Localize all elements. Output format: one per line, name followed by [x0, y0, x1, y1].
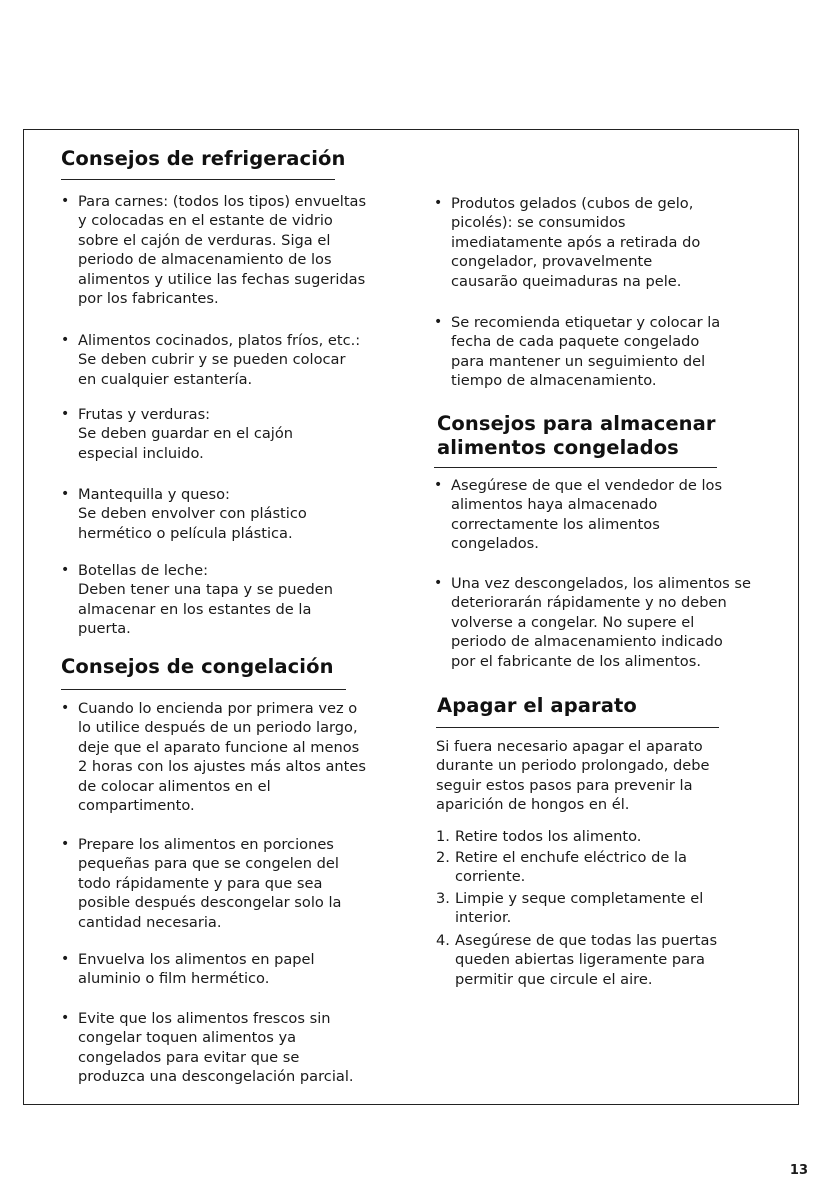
list-item: • Evite que los alimentos frescos sin congelar toquen alimentos ya congelados para evitar que se produzca una descongelación parcial.: [61, 1010, 354, 1086]
section-rule: [434, 467, 717, 468]
bullet-icon: •: [61, 562, 70, 578]
list-item: • Asegúrese de que el vendedor de los alimentos haya almacenado correctamente los alimentos congelados.: [434, 477, 723, 553]
numbered-step: 1. Retire todos los alimento.: [436, 828, 642, 845]
section-title-congelacion: Consejos de congelación: [61, 655, 334, 678]
bullet-icon: •: [434, 195, 443, 211]
bullet-icon: •: [61, 951, 70, 967]
section-rule: [436, 727, 719, 728]
list-item: • Cuando lo encienda por primera vez o lo utilice después de un periodo largo, deje que el aparato funcione al menos 2 horas con los ajustes más altos antes de colocar alimentos en el compartimento.: [61, 700, 366, 815]
list-item: • Mantequilla y queso: Se deben envolver con plástico hermético o película plástica.: [61, 486, 307, 542]
bullet-icon: •: [61, 332, 70, 348]
bullet-icon: •: [434, 314, 443, 330]
bullet-icon: •: [61, 486, 70, 502]
section-title-apagar: Apagar el aparato: [437, 694, 637, 717]
bullet-icon: •: [61, 1010, 70, 1026]
bullet-icon: •: [434, 477, 443, 493]
list-item: • Frutas y verduras: Se deben guardar en el cajón especial incluido.: [61, 406, 294, 462]
list-item: • Botellas de leche: Deben tener una tapa y se pueden almacenar en los estantes de la puerta.: [61, 562, 333, 638]
list-item: • Para carnes: (todos los tipos) envueltas y colocadas en el estante de vidrio sobre el cajón de verduras. Siga el periodo de almacenamiento de los alimentos y utilice las fechas sugeridas por los fabricantes.: [61, 193, 367, 308]
bullet-icon: •: [61, 406, 70, 422]
numbered-step: 2. Retire el enchufe eléctrico de la corriente.: [436, 849, 687, 886]
list-item: • Produtos gelados (cubos de gelo, picolés): se consumidos imediatamente após a retirada do congelador, provavelmente causarão queimaduras na pele.: [434, 195, 701, 290]
bullet-icon: •: [434, 575, 443, 591]
bullet-icon: •: [61, 700, 70, 716]
bullet-icon: •: [61, 193, 70, 209]
section-title-almacenar: Consejos para almacenar alimentos congelados: [437, 412, 716, 459]
content-frame: [23, 129, 799, 1105]
intro-paragraph: Si fuera necesario apagar el aparato durante un periodo prolongado, debe seguir estos pasos para prevenir la aparición de hongos en él.: [436, 738, 710, 814]
list-item: • Alimentos cocinados, platos fríos, etc.: Se deben cubrir y se pueden colocar en cualquier estantería.: [61, 332, 361, 388]
section-rule: [61, 179, 335, 180]
bullet-icon: •: [61, 836, 70, 852]
numbered-step: 4. Asegúrese de que todas las puertas queden abiertas ligeramente para permitir que circule el aire.: [436, 932, 718, 988]
list-item: • Una vez descongelados, los alimentos se deteriorarán rápidamente y no deben volverse a congelar. No supere el periodo de almacenamiento indicado por el fabricante de los alimentos.: [434, 575, 751, 670]
numbered-step: 3. Limpie y seque completamente el interior.: [436, 890, 704, 927]
list-item: • Envuelva los alimentos en papel aluminio o film hermético.: [61, 951, 315, 988]
list-item: • Se recomienda etiquetar y colocar la fecha de cada paquete congelado para mantener un seguimiento del tiempo de almacenamiento.: [434, 314, 721, 390]
section-rule: [61, 689, 346, 690]
page-number: 13: [789, 1163, 808, 1178]
section-title-refrigeracion: Consejos de refrigeración: [61, 147, 346, 170]
list-item: • Prepare los alimentos en porciones pequeñas para que se congelen del todo rápidamente y para que sea posible después descongelar solo la cantidad necesaria.: [61, 836, 342, 931]
